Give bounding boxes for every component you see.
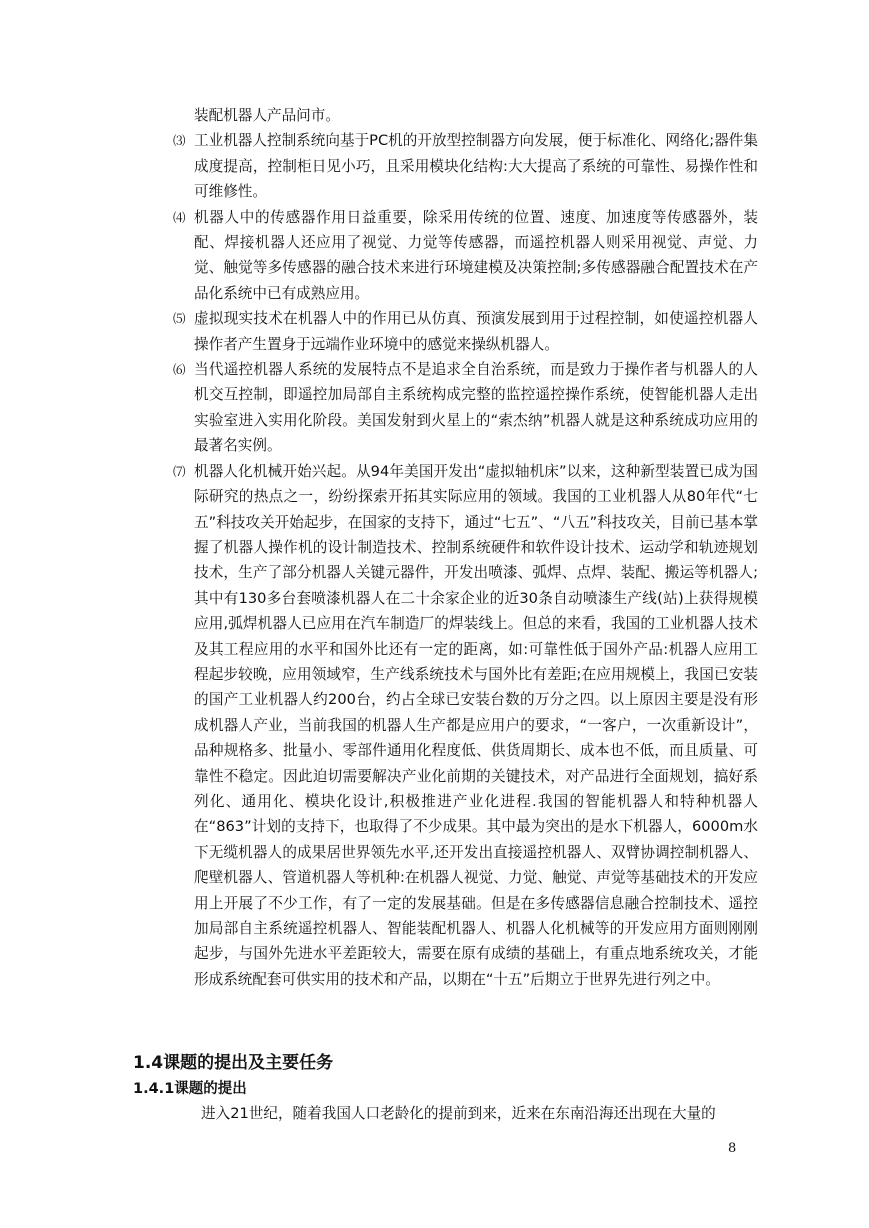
list-item bbox=[173, 205, 758, 307]
list-item-number: ⑷ bbox=[173, 209, 186, 225]
list-item-text: 机器人中的传感器作用日益重要，除采用传统的位置、速度、加速度等传感器外，装配、焊接机器人还应用了视觉、力觉等传感器，而遥控机器人则采用视觉、声觉、力觉、触觉等多传感器的融合技术来进行环境建模及决策控制;多传感器融合配置技术在产品化系统中已有成熟应用。 bbox=[194, 208, 758, 302]
list-item-text: 机器人化机械开始兴起。从94年美国开发出“虚拟轴机床”以来，这种新型装置已成为国际研究的热点之一，纷纷探索开拓其实际应用的领域。我国的工业机器人从80年代“七五”科技攻关开始起步，在国家的支持下，通过“七五”、“八五”科技攻关，目前已基本掌握了机器人操作机的设计制造技术、控制系统硬件和软件设计技术、运动学和轨迹规划技术，生产了部分机器人关键元器件，开发出喷漆、弧焊、点焊、装配、搬运等机器人;其中有130多台套喷漆机器人在二十余家企业的近30条自动喷漆生产线(站)上获得规模应用,弧焊机器人已应用在汽车制造厂的焊装线上。但总的来看，我国的工业机器人技术及其工程应用的水平和国外比还有一定的距离，如:可靠性低于国外产品:机器人应用工程起步较晚，应用领域窄，生产线系统技术与国外比有差距;在应用规模上，我国已安装的国产工业机器人约200台，约占全球已安装台数的万分之四。以上原因主要是没有形成机器人产业，当前我国的机器人生产都是应用户的要求，“一客户，一次重新设计”，品种规格多、批量小、零部件通用化程度低、供货周期长、成本也不低，而且质量、可靠性不稳定。因此迫切需要解决产业化前期的关键技术，对产品进行全面规划，搞好系列化、通用化、模块化设计,积极推进产业化进程.我国的智能机器人和特种机器人在“863”计划的支持下，也取得了不少成果。其中最为突出的是水下机器人，6000m水下无缆机器人的成果居世界领先水平,还开发出直接遥控机器人、双臂协调控制机器人、爬壁机器人、管道机器人等机种:在机器人视觉、力觉、触觉、声觉等基础技术的开发应用上开展了不少工作，有了一定的发展基础。但是在多传感器信息融合控制技术、遥控加局部自主系统遥控机器人、智能装配机器人、机器人化机械等的开发应用方面则刚刚起步，与国外先进水平差距较大，需要在原有成绩的基础上，有重点地系统攻关，才能形成系统配套可供实用的技术和产品，以期在“十五”后期立于世界先进行列之中。 bbox=[194, 462, 758, 988]
list-item bbox=[173, 306, 758, 357]
list-item bbox=[173, 459, 758, 993]
list-item-text: 虚拟现实技术在机器人中的作用已从仿真、预演发展到用于过程控制，如使遥控机器人操作者产生置身于远端作业环境中的感觉来操纵机器人。 bbox=[194, 310, 758, 353]
list-item-number: ⑸ bbox=[173, 311, 186, 327]
list-item-text: 当代遥控机器人系统的发展特点不是追求全自治系统，而是致力于操作者与机器人的人机交互控制，即遥控加局部自主系统构成完整的监控遥控操作系统，使智能机器人走出实验室进入实用化阶段。美国发射到火星上的“索杰纳”机器人就是这种系统成功应用的最著名实例。 bbox=[194, 361, 758, 455]
continuation-paragraph: 装配机器人产品问市。 bbox=[194, 107, 340, 124]
list-item-number: ⑶ bbox=[173, 133, 186, 149]
intro-paragraph: 进入21世纪，随着我国人口老龄化的提前到来，近来在东南沿海还出现在大量的 bbox=[201, 1105, 716, 1122]
section-heading: 1.4课题的提出及主要任务 bbox=[133, 1053, 334, 1073]
list-item bbox=[173, 357, 758, 459]
list-item-number: ⑺ bbox=[173, 463, 186, 479]
list-item-text: 工业机器人控制系统向基于PC机的开放型控制器方向发展，便于标准化、网络化;器件集成度提高，控制柜日见小巧，且采用模块化结构:大大提高了系统的可靠性、易操作性和可维修性。 bbox=[194, 132, 758, 201]
subsection-heading: 1.4.1课题的提出 bbox=[133, 1081, 247, 1097]
body-text bbox=[173, 103, 758, 992]
page-number: 8 bbox=[728, 1141, 737, 1156]
list-item-number: ⑹ bbox=[173, 362, 186, 378]
list-item bbox=[173, 128, 758, 204]
